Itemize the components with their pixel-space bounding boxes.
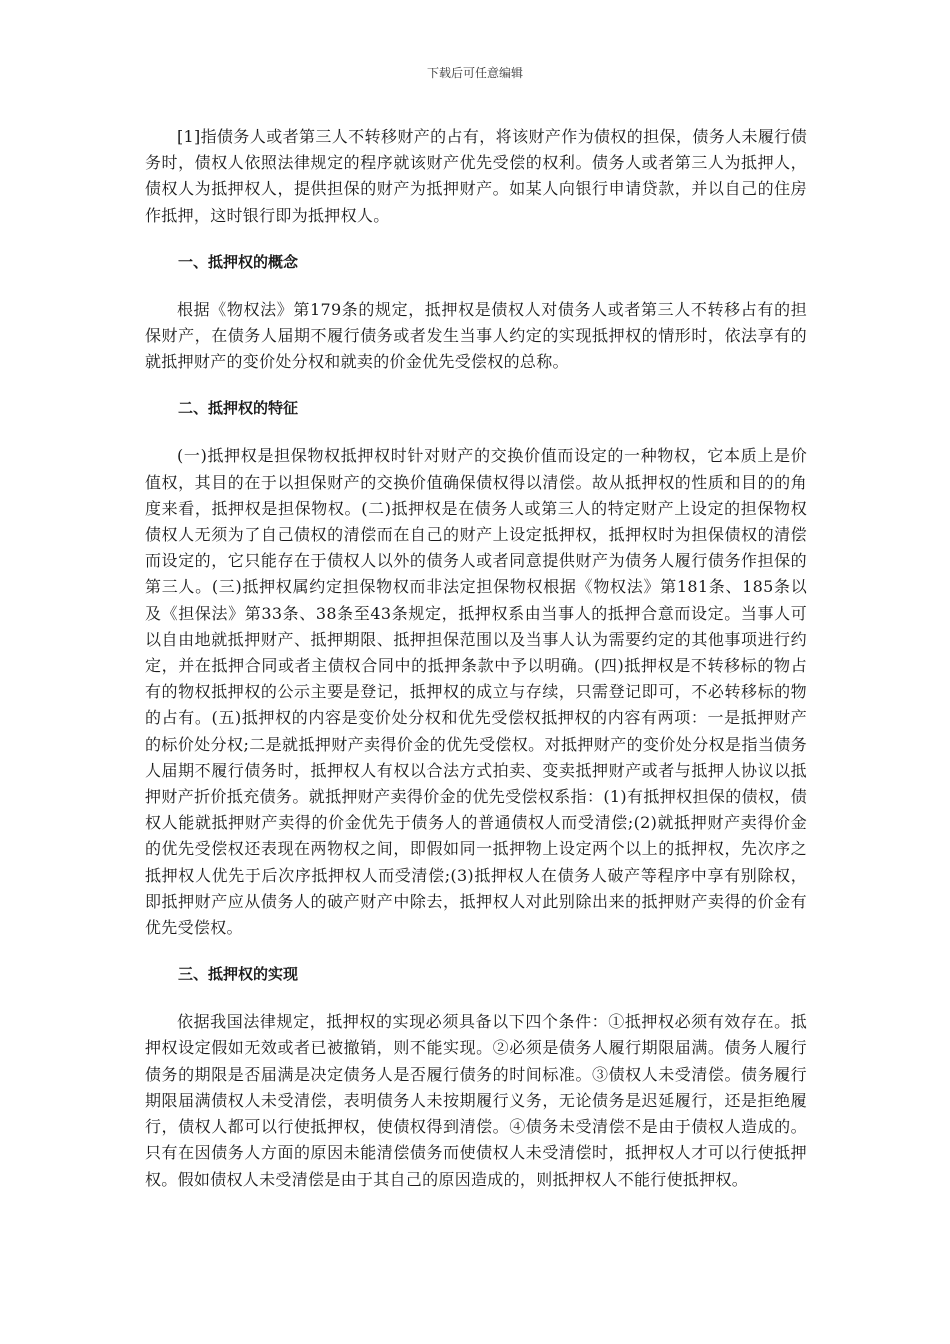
spacer <box>145 275 807 297</box>
spacer <box>145 375 807 395</box>
section-heading-concept: 一、抵押权的概念 <box>178 252 299 271</box>
spacer <box>145 941 807 961</box>
spacer <box>145 987 807 1009</box>
document-body <box>145 124 807 1193</box>
section-heading-realization: 三、抵押权的实现 <box>178 965 299 984</box>
section-heading-features: 二、抵押权的特征 <box>178 399 299 418</box>
page-header-note: 下载后可任意编辑 <box>426 66 523 80</box>
section-paragraph-realization: 依据我国法律规定，抵押权的实现必须具备以下四个条件：①抵押权必须有效存在。抵押权设定假如无效或者已被撤销，则不能实现。②必须是债务人履行期限届满。债务人履行债务的期限是否届满是决定债务人是否履行债务的时间标准。③债权人未受清偿。债务履行期限届满债权人未受清偿，表明债务人未按期履行义务，无论债务是迟延履行，还是拒绝履行，债权人都可以行使抵押权，使债权得到清偿。④债务未受清偿不是由于债权人造成的。只有在因债务人方面的原因未能清偿债务而使债权人未受清偿时，抵押权人才可以行使抵押权。假如债权人未受清偿是由于其自己的原因造成的，则抵押权人不能行使抵押权。 <box>145 1012 807 1189</box>
intro-paragraph: [1]指债务人或者第三人不转移财产的占有，将该财产作为债权的担保，债务人未履行债务时，债权人依照法律规定的程序就该财产优先受偿的权利。债务人或者第三人为抵押人，债权人为抵押权人，提供担保的财产为抵押财产。如某人向银行申请贷款，并以自己的住房作抵押，这时银行即为抵押权人。 <box>145 127 807 225</box>
spacer <box>145 421 807 443</box>
section-paragraph-concept: 根据《物权法》第179条的规定，抵押权是债权人对债务人或者第三人不转移占有的担保财产，在债务人届期不履行债务或者发生当事人约定的实现抵押权的情形时，依法享有的就抵押财产的变价处分权和就卖的价金优先受偿权的总称。 <box>145 299 807 372</box>
section-paragraph-features: (一)抵押权是担保物权抵押权时针对财产的交换价值而设定的一种物权，它本质上是价值权，其目的在于以担保财产的交换价值确保债权得以清偿。故从抵押权的性质和目的的角度来看，抵押权是担保物权。(二)抵押权是在债务人或第三人的特定财产上设定的担保物权债权人无须为了自己债权的清偿而在自己的财产上设定抵押权，抵押权时为担保债权的清偿而设定的，它只能存在于债权人以外的债务人或者同意提供财产为债务人履行债务作担保的第三人。(三)抵押权属约定担保物权而非法定担保物权根据《物权法》第181条、185条以及《担保法》第33条、38条至43条规定，抵押权系由当事人的抵押合意而设定。当事人可以自由地就抵押财产、抵押期限、抵押担保范围以及当事人认为需要约定的其他事项进行约定，并在抵押合同或者主债权合同中的抵押条款中予以明确。(四)抵押权是不转移标的物占有的物权抵押权的公示主要是登记，抵押权的成立与存续，只需登记即可，不必转移标的物的占有。(五)抵押权的内容是变价处分权和优先受偿权抵押权的内容有两项：一是抵押财产的标价处分权;二是就抵押财产卖得价金的优先受偿权。对抵押财产的变价处分权是指当债务人届期不履行债务时，抵押权人有权以合法方式拍卖、变卖抵押财产或者与抵押人协议以抵押财产折价抵充债务。就抵押财产卖得价金的优先受偿权系指：(1)有抵押权担保的债权，债权人能就抵押财产卖得的价金优先于债务人的普通债权人而受清偿;(2)就抵押财产卖得价金的优先受偿权还表现在两物权之间，即假如同一抵押物上设定两个以上的抵押权，先次序之抵押权人优先于后次序抵押权人而受清偿;(3)抵押权人在债务人破产等程序中享有别除权，即抵押财产应从债务人的破产财产中除去，抵押权人对此别除出来的抵押财产卖得的价金有优先受偿权。 <box>145 446 807 938</box>
spacer <box>145 229 807 249</box>
